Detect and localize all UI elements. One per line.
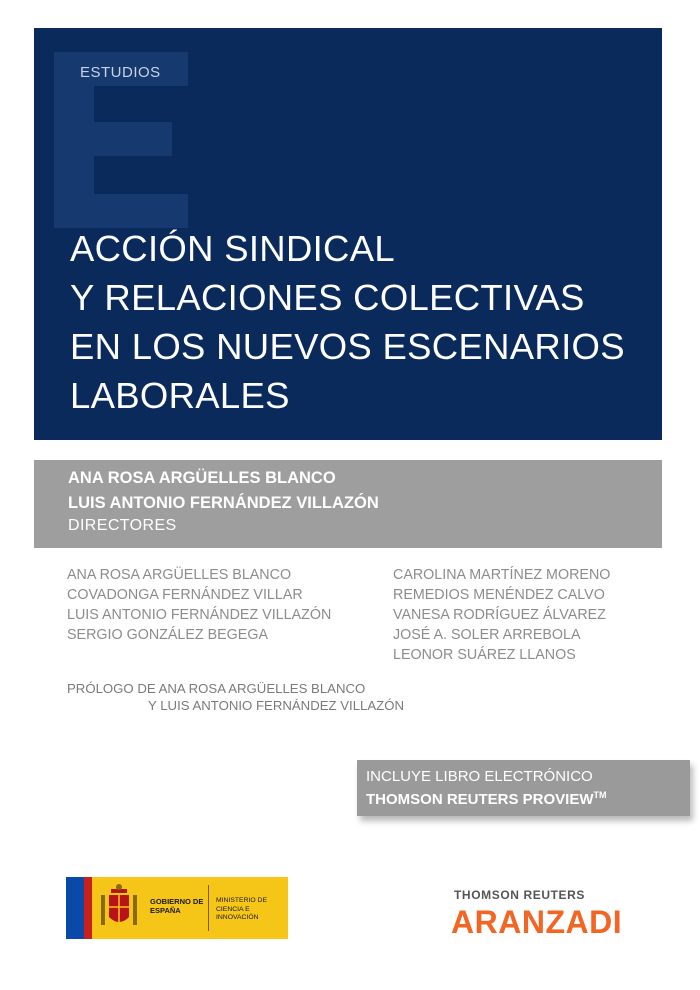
author-name: LEONOR SUÁREZ LLANOS <box>393 647 576 663</box>
publisher-logo: ARANZADI <box>451 904 623 940</box>
author-name: LUIS ANTONIO FERNÁNDEZ VILLAZÓN <box>67 607 332 623</box>
title-line: ACCIÓN SINDICAL <box>70 228 395 269</box>
author-name: CAROLINA MARTÍNEZ MORENO <box>393 567 611 583</box>
government-name: GOBIERNO DE ESPAÑA <box>150 897 204 915</box>
author-name: SERGIO GONZÁLEZ BEGEGA <box>67 627 268 643</box>
author-name: COVADONGA FERNÁNDEZ VILLAR <box>67 587 303 603</box>
ebook-product <box>366 790 607 808</box>
flag-stripe <box>84 877 92 939</box>
prologue-line: Y LUIS ANTONIO FERNÁNDEZ VILLAZÓN <box>148 698 404 713</box>
ebook-product-name: THOMSON REUTERS PROVIEW <box>366 791 594 808</box>
government-logo <box>66 877 288 939</box>
authors-right-column <box>393 565 610 665</box>
director-name: ANA ROSA ARGÜELLES BLANCO <box>68 469 336 487</box>
author-name: VANESA RODRÍGUEZ ÁLVAREZ <box>393 607 606 623</box>
coat-of-arms-icon <box>97 883 141 933</box>
author-name: ANA ROSA ARGÜELLES BLANCO <box>67 567 292 583</box>
directors-band <box>34 460 662 548</box>
directors-role: DIRECTORES <box>68 517 177 534</box>
trademark-mark: TM <box>593 790 607 800</box>
eu-flag-icon <box>66 877 84 939</box>
title-line: LABORALES <box>70 375 290 416</box>
series-label: ESTUDIOS <box>80 64 161 81</box>
divider <box>208 885 209 931</box>
title-line: Y RELACIONES COLECTIVAS <box>70 277 585 318</box>
ebook-line: INCLUYE LIBRO ELECTRÓNICO <box>366 768 593 785</box>
title-band <box>34 28 662 440</box>
ebook-band <box>357 760 690 816</box>
ministry-name: MINISTERIO DE CIENCIA E INNOVACIÓN <box>216 897 267 922</box>
author-name: JOSÉ A. SOLER ARREBOLA <box>393 627 581 643</box>
director-name: LUIS ANTONIO FERNÁNDEZ VILLAZÓN <box>68 494 379 512</box>
authors-left-column <box>67 565 331 645</box>
author-name: REMEDIOS MENÉNDEZ CALVO <box>393 587 605 603</box>
title-line: EN LOS NUEVOS ESCENARIOS <box>70 326 625 367</box>
prologue-line: PRÓLOGO DE ANA ROSA ARGÜELLES BLANCO <box>67 681 366 696</box>
book-title <box>70 224 660 420</box>
publisher-parent: THOMSON REUTERS <box>454 888 586 902</box>
